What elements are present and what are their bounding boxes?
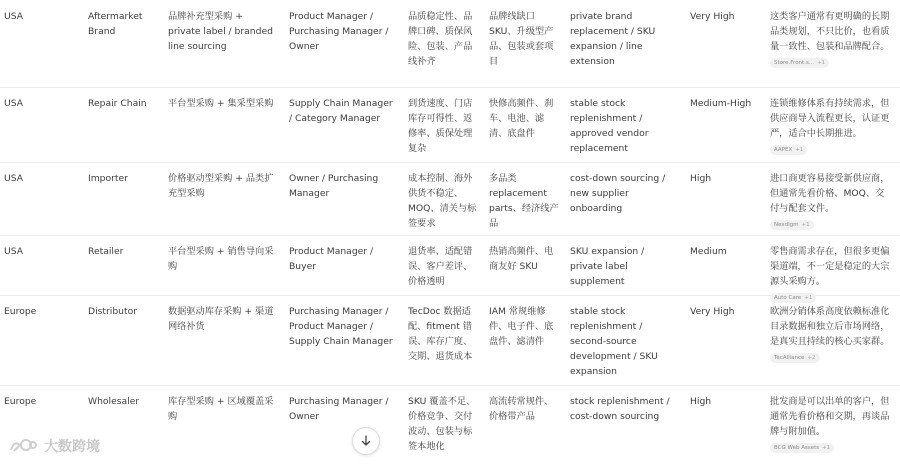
table-row bbox=[0, 162, 900, 236]
opportunity-cell: SKU expansion / private label supplement bbox=[570, 246, 645, 287]
target-products-cell: 快修高频件、刹车、电池、滤清、底盘件 bbox=[489, 98, 554, 139]
notes-cell bbox=[770, 9, 890, 69]
arrow-down-icon bbox=[360, 435, 372, 447]
pain-points-cell: TecDoc 数据适配、fitment 错误、库存广度、交期、退货成本 bbox=[408, 306, 473, 362]
notes-text: 欧洲分销体系高度依赖标准化目录数据和独立后市场网络，是真实且持续的核心买家群。 bbox=[770, 306, 890, 347]
pain-points-cell: 退货率、适配错误、客户差评、价格透明 bbox=[408, 246, 473, 287]
source-chip[interactable] bbox=[770, 58, 829, 68]
source-chip[interactable] bbox=[770, 220, 814, 230]
notes-text: 进口商更容易接受新供应商，但通常先看价格、MOQ、交付与配套文件。 bbox=[770, 173, 890, 214]
procurement-mode-cell: 平台型采购 + 销售导向采购 bbox=[168, 246, 274, 272]
procurement-mode-cell: 品牌补充型采购 + private label / branded line sourcing bbox=[168, 11, 273, 52]
notes-cell bbox=[770, 304, 890, 364]
target-products-cell: IAM 常规维修件、电子件、底盘件、滤清件 bbox=[489, 306, 554, 347]
region-cell: USA bbox=[4, 98, 24, 109]
pain-points-cell: 到货速度、门店库存可得性、返修率、质保处理复杂 bbox=[408, 98, 473, 154]
target-products-cell: 热销高频件、电商友好 SKU bbox=[489, 246, 554, 272]
target-products-cell: 多品类 replacement parts、经济线产品 bbox=[489, 173, 559, 229]
notes-cell bbox=[770, 171, 890, 231]
procurement-mode-cell: 库存型采购 + 区域覆盖采购 bbox=[168, 396, 274, 422]
table-row bbox=[0, 235, 900, 301]
source-label: BCG Web Assets bbox=[774, 445, 820, 451]
decision-roles-cell: Supply Chain Manager / Category Manager bbox=[289, 98, 393, 124]
priority-cell: Medium-High bbox=[690, 98, 752, 109]
buyer-type-cell: Importer bbox=[88, 173, 128, 184]
decision-roles-cell: Product Manager / Purchasing Manager / Owner bbox=[289, 11, 389, 52]
table-row bbox=[0, 0, 900, 88]
pain-points-cell: 品质稳定性、品牌口碑、质保风险、包装、产品线补齐 bbox=[408, 11, 473, 67]
decision-roles-cell: Purchasing Manager / Owner bbox=[289, 396, 389, 422]
buyer-type-cell: Repair Chain bbox=[88, 98, 147, 109]
table-row bbox=[0, 87, 900, 163]
region-cell: USA bbox=[4, 11, 24, 22]
source-count: +1 bbox=[804, 295, 813, 301]
buyer-type-cell: Retailer bbox=[88, 246, 124, 257]
source-count: +1 bbox=[801, 222, 810, 228]
opportunity-cell: stable stock replenishment / approved vendor replacement bbox=[570, 98, 649, 154]
notes-text: 零售商需求存在，但很多更偏渠道端，不一定是稳定的大宗源头采购方。 bbox=[770, 246, 890, 287]
opportunity-cell: private brand replacement / SKU expansion / line extension bbox=[570, 11, 656, 67]
priority-cell: Medium bbox=[690, 246, 727, 257]
notes-text: 这类客户通常有更明确的长期品类规划，不只比价，也看质量一致性、包装和品牌配合。 bbox=[770, 11, 890, 52]
notes-cell bbox=[770, 394, 890, 454]
source-chip[interactable] bbox=[770, 145, 807, 155]
procurement-mode-cell: 数据驱动库存采购 + 渠道网络补货 bbox=[168, 306, 274, 332]
table-row bbox=[0, 385, 900, 464]
scroll-down-button[interactable] bbox=[352, 427, 380, 455]
priority-cell: Very High bbox=[690, 306, 735, 317]
source-label: Auto Care bbox=[774, 295, 802, 301]
decision-roles-cell: Product Manager / Buyer bbox=[289, 246, 374, 272]
region-cell: USA bbox=[4, 246, 24, 257]
watermark-logo-icon bbox=[8, 436, 38, 456]
source-label: Nexdigm bbox=[774, 222, 799, 228]
procurement-mode-cell: 价格驱动型采购 + 品类扩充型采购 bbox=[168, 173, 274, 199]
target-products-cell: 品牌线缺口 SKU、升级型产品、包装或套项目 bbox=[489, 11, 554, 67]
notes-cell bbox=[770, 96, 890, 156]
source-count: +1 bbox=[817, 60, 826, 66]
priority-cell: High bbox=[690, 173, 712, 184]
region-cell: USA bbox=[4, 173, 24, 184]
watermark bbox=[8, 435, 100, 457]
notes-text: 连锁维修体系有持续需求，但供应商导入流程更长，认证更严，适合中长期推进。 bbox=[770, 98, 890, 139]
source-count: +1 bbox=[795, 147, 804, 153]
source-label: AAPEX bbox=[774, 147, 793, 153]
table-row bbox=[0, 295, 900, 386]
notes-text: 批发商是可以出单的客户，但通常先看价格和交期，再谈品牌与附加值。 bbox=[770, 396, 890, 437]
buyer-type-cell: Distributor bbox=[88, 306, 138, 317]
opportunity-cell: cost-down sourcing / new supplier onboarding bbox=[570, 173, 666, 214]
procurement-mode-cell: 平台型采购 + 集采型采购 bbox=[168, 98, 274, 109]
region-cell: Europe bbox=[4, 306, 37, 317]
source-label: TecAlliance bbox=[774, 355, 805, 361]
pain-points-cell: SKU 覆盖不足、价格竞争、交付波动、包装与标签本地化 bbox=[408, 396, 476, 452]
source-count: +1 bbox=[822, 445, 831, 451]
source-count: +2 bbox=[807, 355, 816, 361]
watermark-text: 大数跨境 bbox=[44, 439, 100, 455]
pain-points-cell: 成本控制、海外供货不稳定、MOQ、清关与标签要求 bbox=[408, 173, 477, 229]
buyer-type-cell: Wholesaler bbox=[88, 396, 140, 407]
buyer-type-cell: Aftermarket Brand bbox=[88, 11, 143, 37]
priority-cell: Very High bbox=[690, 11, 735, 22]
decision-roles-cell: Owner / Purchasing Manager bbox=[289, 173, 379, 199]
decision-roles-cell: Purchasing Manager / Product Manager / Supply Chain Manager bbox=[289, 306, 393, 347]
source-chip[interactable] bbox=[770, 353, 820, 363]
opportunity-cell: stock replenishment / cost-down sourcing bbox=[570, 396, 670, 422]
priority-cell: High bbox=[690, 396, 712, 407]
opportunity-cell: stable stock replenishment / second-source development / SKU expansion bbox=[570, 306, 658, 377]
target-products-cell: 高流转常规件、价格带产品 bbox=[489, 396, 554, 422]
source-label: Store.Front.s... bbox=[774, 60, 815, 66]
source-chip[interactable] bbox=[770, 443, 834, 453]
region-cell: Europe bbox=[4, 396, 37, 407]
